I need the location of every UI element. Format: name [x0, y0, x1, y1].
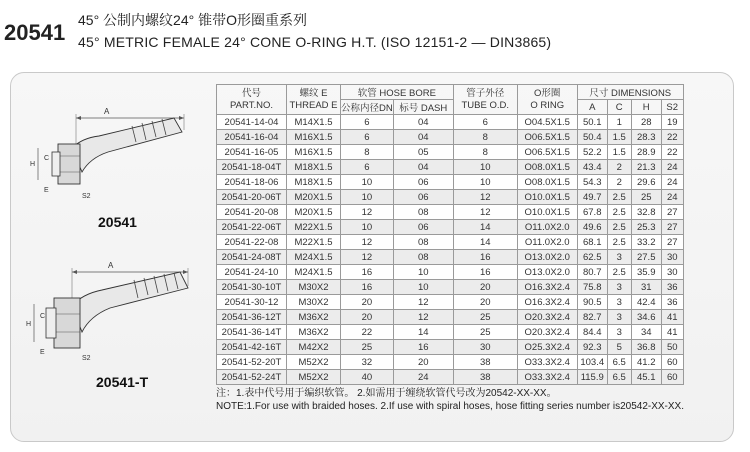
table-cell: 04 [393, 160, 453, 175]
table-cell: 20 [393, 355, 453, 370]
table-cell: 84.4 [577, 325, 607, 340]
table-cell: 2 [607, 160, 631, 175]
table-cell: 8 [341, 145, 394, 160]
table-cell: 75.8 [577, 280, 607, 295]
header-part-no: 代号 PART.NO. [217, 85, 287, 115]
svg-text:C: C [44, 155, 50, 162]
table-cell: M30X2 [287, 280, 341, 295]
table-cell: 25.3 [631, 220, 661, 235]
table-cell: 50.4 [577, 130, 607, 145]
table-cell: 06 [393, 175, 453, 190]
table-cell: 10 [341, 190, 394, 205]
header-tube-od: 管子外径 TUBE O.D. [453, 85, 517, 115]
header-dash: 标号 DASH [393, 100, 453, 115]
table-cell: 60 [661, 370, 683, 385]
table-cell: 28.9 [631, 145, 661, 160]
table-cell: 34.6 [631, 310, 661, 325]
table-cell: 20 [453, 295, 517, 310]
table-cell: 36 [661, 295, 683, 310]
table-cell: 41.2 [631, 355, 661, 370]
table-cell: 12 [341, 250, 394, 265]
table-cell: 32 [341, 355, 394, 370]
table-cell: 3 [607, 280, 631, 295]
table-cell: 1.5 [607, 145, 631, 160]
fitting-drawing-20541 [24, 100, 214, 210]
table-cell: 35.9 [631, 265, 661, 280]
table-cell: 2.5 [607, 220, 631, 235]
table-cell: 36 [661, 280, 683, 295]
table-cell: 3 [607, 250, 631, 265]
table-cell: O13.0X2.0 [517, 250, 577, 265]
table-cell: O33.3X2.4 [517, 370, 577, 385]
table-row [217, 325, 684, 340]
table-cell: M18X1.5 [287, 175, 341, 190]
table-cell: 24 [661, 160, 683, 175]
table-cell: 6 [341, 160, 394, 175]
table-cell: 20541-22-08 [217, 235, 287, 250]
table-cell: O16.3X2.4 [517, 280, 577, 295]
table-cell: 33.2 [631, 235, 661, 250]
table-cell: 5 [607, 340, 631, 355]
table-cell: 50.1 [577, 115, 607, 130]
table-cell: 38 [453, 355, 517, 370]
header-dimensions: 尺寸 DIMENSIONS [577, 85, 683, 100]
table-cell: 16 [393, 340, 453, 355]
table-cell: 20541-24-10 [217, 265, 287, 280]
note-chinese: 注：1.表中代号用于编织软管。 2.如需用于缠绕软管代号改为20542-XX-XX。 [216, 388, 557, 399]
table-cell: 20541-14-04 [217, 115, 287, 130]
table-cell: 52.2 [577, 145, 607, 160]
table-cell: O06.5X1.5 [517, 130, 577, 145]
header-o-ring: O形圈 O RING [517, 85, 577, 115]
table-cell: 24 [661, 175, 683, 190]
table-cell: O10.0X1.5 [517, 205, 577, 220]
table-cell: O06.5X1.5 [517, 145, 577, 160]
table-cell: 28.3 [631, 130, 661, 145]
table-cell: 29.6 [631, 175, 661, 190]
table-cell: 12 [341, 205, 394, 220]
table-cell: 04 [393, 115, 453, 130]
table-cell: M16X1.5 [287, 145, 341, 160]
table-row [217, 370, 684, 385]
table-cell: 24 [393, 370, 453, 385]
svg-text:E: E [40, 349, 45, 356]
table-cell: M18X1.5 [287, 160, 341, 175]
table-cell: M24X1.5 [287, 250, 341, 265]
table-cell: O11.0X2.0 [517, 220, 577, 235]
table-cell: O20.3X2.4 [517, 310, 577, 325]
table-cell: O08.0X1.5 [517, 175, 577, 190]
table-cell: 6.5 [607, 370, 631, 385]
table-cell: 2.5 [607, 265, 631, 280]
table-cell: 68.1 [577, 235, 607, 250]
table-cell: 16 [453, 265, 517, 280]
table-cell: 60 [661, 355, 683, 370]
header-h: H [631, 100, 661, 115]
table-cell: 20541-36-14T [217, 325, 287, 340]
header-s2: S2 [661, 100, 683, 115]
table-cell: 115.9 [577, 370, 607, 385]
table-cell: 38 [453, 370, 517, 385]
table-cell: 20541-42-16T [217, 340, 287, 355]
table-cell: 20541-16-05 [217, 145, 287, 160]
table-cell: 16 [341, 280, 394, 295]
table-cell: 22 [661, 130, 683, 145]
table-cell: 22 [661, 145, 683, 160]
table-cell: M52X2 [287, 370, 341, 385]
table-cell: 16 [341, 265, 394, 280]
table-cell: 14 [453, 220, 517, 235]
table-row [217, 115, 684, 130]
table-cell: M14X1.5 [287, 115, 341, 130]
table-cell: 04 [393, 130, 453, 145]
table-cell: 10 [393, 280, 453, 295]
note-english: NOTE:1.For use with braided hoses. 2.If use with spiral hoses, hose fitting series number is20542-XX-XX. [216, 401, 684, 412]
table-cell: 20541-22-06T [217, 220, 287, 235]
table-cell: 20 [341, 310, 394, 325]
table-cell: 12 [393, 295, 453, 310]
table-cell: M36X2 [287, 325, 341, 340]
table-cell: 45.1 [631, 370, 661, 385]
table-cell: 1 [607, 115, 631, 130]
table-row [217, 340, 684, 355]
table-cell: 28 [631, 115, 661, 130]
table-cell: 10 [453, 160, 517, 175]
table-row [217, 295, 684, 310]
table-cell: 49.6 [577, 220, 607, 235]
table-cell: 41 [661, 325, 683, 340]
table-cell: 49.7 [577, 190, 607, 205]
table-cell: 41 [661, 310, 683, 325]
table-row [217, 160, 684, 175]
table-cell: 6 [453, 115, 517, 130]
svg-text:A: A [108, 261, 114, 270]
svg-text:E: E [44, 187, 49, 194]
table-cell: 08 [393, 235, 453, 250]
table-cell: 1.5 [607, 130, 631, 145]
table-cell: 27 [661, 235, 683, 250]
table-cell: 90.5 [577, 295, 607, 310]
table-row [217, 310, 684, 325]
table-cell: M16X1.5 [287, 130, 341, 145]
table-cell: M30X2 [287, 295, 341, 310]
table-cell: 34 [631, 325, 661, 340]
table-cell: 20541-30-10T [217, 280, 287, 295]
table-cell: O25.3X2.4 [517, 340, 577, 355]
table-cell: O08.0X1.5 [517, 160, 577, 175]
table-row [217, 280, 684, 295]
table-cell: 27.5 [631, 250, 661, 265]
table-cell: 25 [341, 340, 394, 355]
table-row [217, 130, 684, 145]
table-row [217, 220, 684, 235]
table-cell: O33.3X2.4 [517, 355, 577, 370]
svg-text:H: H [30, 161, 36, 168]
table-cell: 20541-20-06T [217, 190, 287, 205]
table-row [217, 355, 684, 370]
table-row [217, 265, 684, 280]
table-cell: 14 [453, 235, 517, 250]
table-cell: M22X1.5 [287, 220, 341, 235]
table-cell: 2.5 [607, 235, 631, 250]
table-cell: 06 [393, 220, 453, 235]
table-cell: M20X1.5 [287, 190, 341, 205]
table-cell: 05 [393, 145, 453, 160]
table-cell: O20.3X2.4 [517, 325, 577, 340]
table-cell: 43.4 [577, 160, 607, 175]
table-cell: O10.0X1.5 [517, 190, 577, 205]
table-cell: 62.5 [577, 250, 607, 265]
table-cell: 20541-36-12T [217, 310, 287, 325]
table-cell: 12 [453, 205, 517, 220]
table-cell: 12 [453, 190, 517, 205]
table-cell: 32.8 [631, 205, 661, 220]
table-cell: 103.4 [577, 355, 607, 370]
table-cell: 19 [661, 115, 683, 130]
table-cell: 8 [453, 130, 517, 145]
table-cell: 54.3 [577, 175, 607, 190]
table-cell: 12 [393, 310, 453, 325]
table-cell: 30 [661, 250, 683, 265]
dim-a-label-top: A [104, 107, 110, 116]
table-cell: 20541-16-04 [217, 130, 287, 145]
table-cell: 08 [393, 250, 453, 265]
table-cell: 67.8 [577, 205, 607, 220]
table-row [217, 235, 684, 250]
table-cell: 20541-18-06 [217, 175, 287, 190]
table-cell: 40 [341, 370, 394, 385]
table-cell: 82.7 [577, 310, 607, 325]
table-cell: 42.4 [631, 295, 661, 310]
table-cell: M22X1.5 [287, 235, 341, 250]
table-cell: 50 [661, 340, 683, 355]
table-cell: 06 [393, 190, 453, 205]
table-cell: 20541-52-20T [217, 355, 287, 370]
table-cell: 30 [661, 265, 683, 280]
table-cell: 08 [393, 205, 453, 220]
table-cell: O11.0X2.0 [517, 235, 577, 250]
table-cell: 20541-18-04T [217, 160, 287, 175]
header-c: C [607, 100, 631, 115]
svg-text:S2: S2 [82, 355, 91, 362]
spec-table [216, 84, 684, 385]
table-cell: 6 [341, 130, 394, 145]
table-cell: 20541-24-08T [217, 250, 287, 265]
series-code: 20541 [4, 20, 66, 45]
title-chinese: 45° 公制内螺纹24° 锥带O形圈重系列 [78, 12, 308, 28]
table-cell: 20541-52-24T [217, 370, 287, 385]
table-cell: 25 [453, 310, 517, 325]
table-cell: O13.0X2.0 [517, 265, 577, 280]
table-cell: 27 [661, 220, 683, 235]
table-cell: O04.5X1.5 [517, 115, 577, 130]
table-cell: 6.5 [607, 355, 631, 370]
table-cell: 21.3 [631, 160, 661, 175]
table-cell: 2.5 [607, 190, 631, 205]
table-cell: 12 [341, 235, 394, 250]
table-cell: 92.3 [577, 340, 607, 355]
table-cell: 36.8 [631, 340, 661, 355]
table-cell: 10 [341, 175, 394, 190]
svg-text:H: H [26, 321, 32, 328]
table-cell: 25 [631, 190, 661, 205]
table-cell: O16.3X2.4 [517, 295, 577, 310]
header-thread: 螺纹 E THREAD E [287, 85, 341, 115]
table-cell: 31 [631, 280, 661, 295]
table-cell: M24X1.5 [287, 265, 341, 280]
table-cell: 25 [453, 325, 517, 340]
table-cell: 3 [607, 295, 631, 310]
table-row [217, 145, 684, 160]
table-row [217, 190, 684, 205]
table-cell: 20541-20-08 [217, 205, 287, 220]
header-hose-bore: 软管 HOSE BORE [341, 85, 454, 100]
table-cell: M42X2 [287, 340, 341, 355]
table-cell: 3 [607, 325, 631, 340]
table-cell: 80.7 [577, 265, 607, 280]
table-row [217, 250, 684, 265]
table-cell: M36X2 [287, 310, 341, 325]
table-cell: 30 [453, 340, 517, 355]
table-cell: M52X2 [287, 355, 341, 370]
table-cell: 14 [393, 325, 453, 340]
table-cell: 2.5 [607, 205, 631, 220]
table-cell: 16 [453, 250, 517, 265]
header-dn: 公称内径DN [341, 100, 394, 115]
table-row [217, 205, 684, 220]
table-cell: 10 [453, 175, 517, 190]
table-row [217, 175, 684, 190]
table-cell: 20541-30-12 [217, 295, 287, 310]
table-cell: 10 [341, 220, 394, 235]
table-cell: 22 [341, 325, 394, 340]
table-cell: 20 [453, 280, 517, 295]
table-cell: 2 [607, 175, 631, 190]
table-cell: 3 [607, 310, 631, 325]
table-cell: 8 [453, 145, 517, 160]
figure-label-20541: 20541 [98, 214, 137, 230]
table-cell: 6 [341, 115, 394, 130]
table-cell: 10 [393, 265, 453, 280]
title-english: 45° METRIC FEMALE 24° CONE O-RING H.T. (ISO 12151-2 — DIN3865) [78, 34, 552, 50]
figure-label-20541-T: 20541-T [96, 374, 149, 390]
header-a: A [577, 100, 607, 115]
table-cell: 20 [341, 295, 394, 310]
table-cell: M20X1.5 [287, 205, 341, 220]
notes [216, 387, 684, 413]
svg-text:S2: S2 [82, 193, 91, 200]
svg-text:C: C [40, 313, 46, 320]
table-cell: 27 [661, 205, 683, 220]
fitting-drawing-20541-T [22, 258, 212, 368]
table-cell: 24 [661, 190, 683, 205]
